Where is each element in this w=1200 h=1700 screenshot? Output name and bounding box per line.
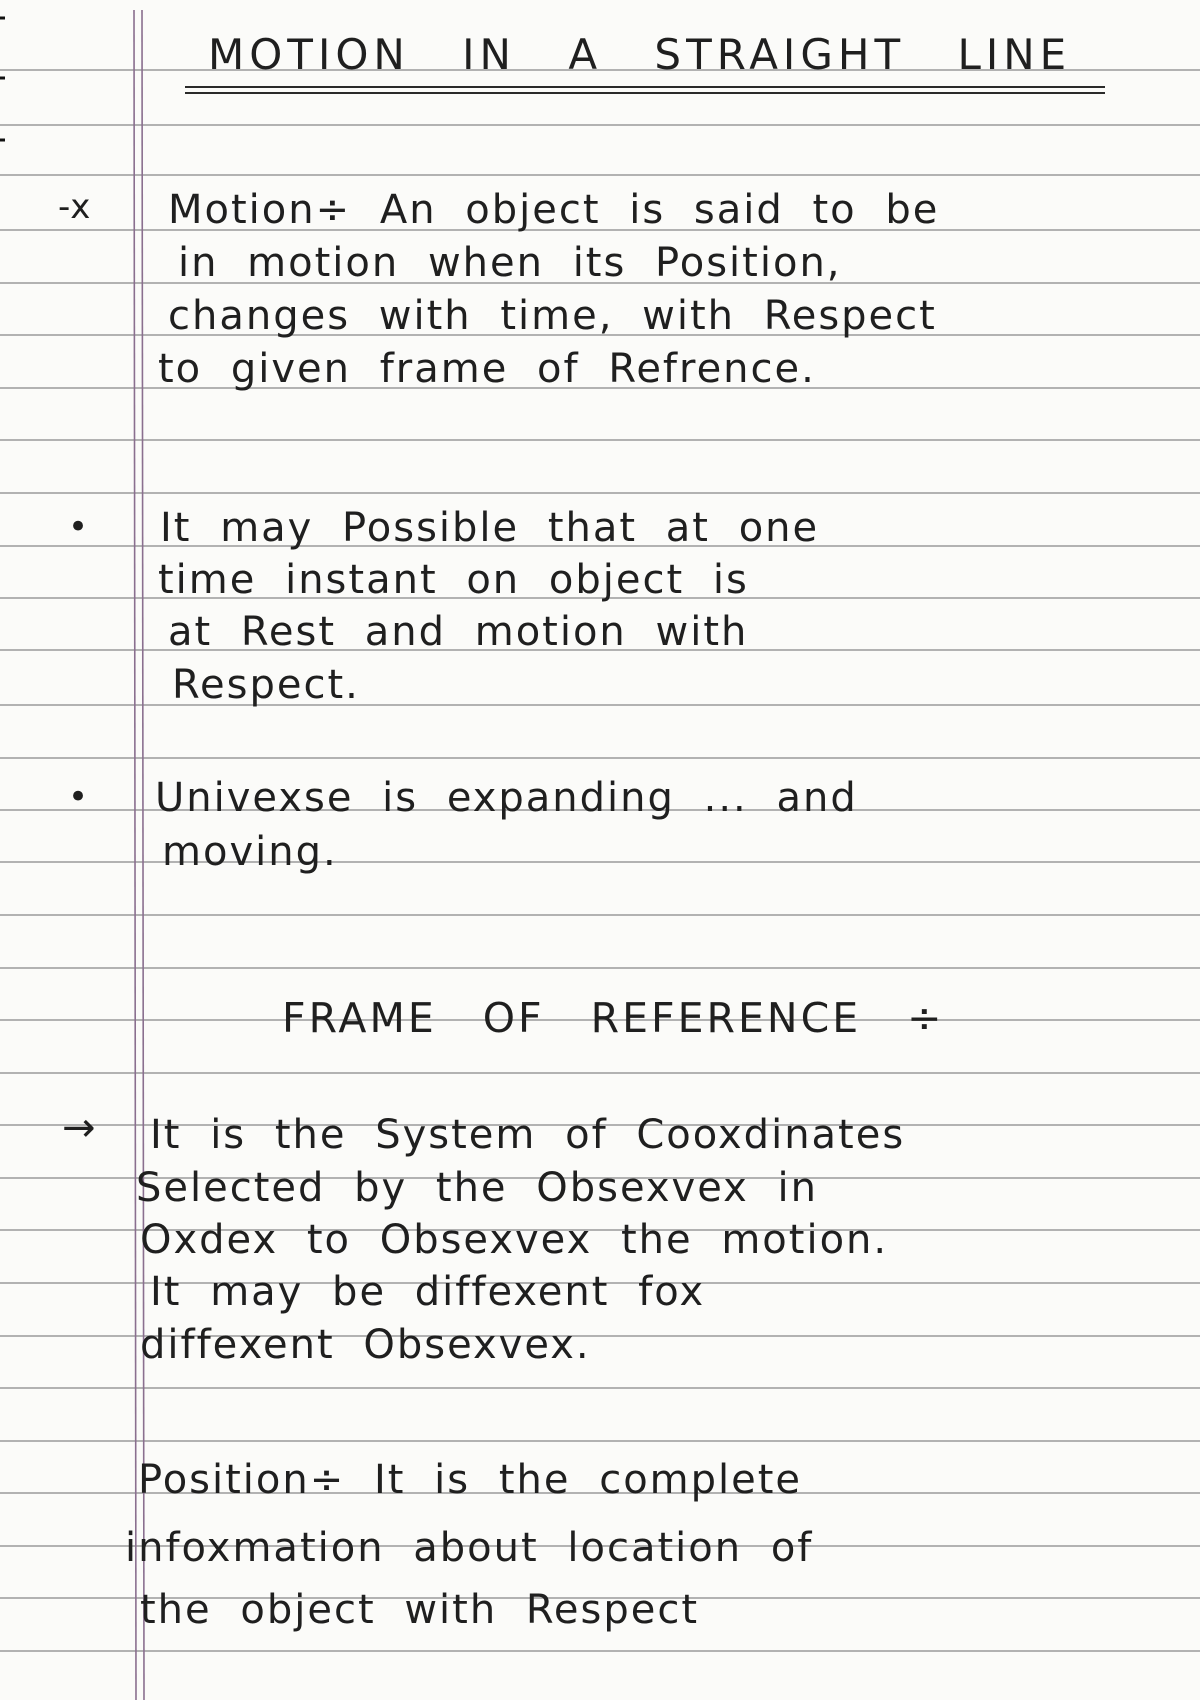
motion-line-3: changes with time, with Respect	[168, 293, 937, 339]
bullet-marker: •	[68, 507, 89, 547]
motion-line-4: to given frame of Refrence.	[158, 346, 816, 392]
title-underline-1	[185, 86, 1105, 88]
title-underline-2	[185, 92, 1105, 94]
frame-line-2: Selected by the Obsexvex in	[136, 1165, 818, 1211]
motion-line-2: in motion when its Position,	[178, 240, 842, 286]
bullet-1-line-4: Respect.	[172, 662, 360, 708]
page-title: MOTION IN A STRAIGHT LINE	[208, 30, 1072, 79]
margin-lines	[134, 10, 144, 1700]
bullet-1-line-3: at Rest and motion with	[168, 609, 749, 655]
frame-line-1: It is the System of Cooxdinates	[150, 1112, 906, 1158]
binding-ticks	[0, 18, 5, 140]
frame-line-3: Oxdex to Obsexvex the motion.	[140, 1217, 889, 1263]
position-line-2: infoxmation about location of	[125, 1525, 814, 1571]
frame-line-5: diffexent Obsexvex.	[140, 1322, 591, 1368]
star-marker: -x	[58, 187, 91, 227]
frame-heading: FRAME OF REFERENCE ÷	[282, 994, 945, 1042]
bullet-2-line-1: Univexse is expanding ... and	[155, 775, 858, 821]
bullet-marker: •	[68, 777, 89, 817]
motion-line-1: Motion÷ An object is said to be	[168, 187, 940, 233]
margin-line	[142, 10, 144, 1700]
frame-line-4: It may be diffexent fox	[150, 1269, 706, 1315]
position-line-1: Position÷ It is the complete	[138, 1457, 803, 1503]
arrow-marker: →	[62, 1105, 96, 1151]
bullet-1-line-1: It may Possible that at one	[160, 505, 820, 551]
bullet-2-line-2: moving.	[162, 829, 338, 875]
bullet-1-line-2: time instant on object is	[158, 557, 749, 603]
position-line-3: the object with Respect	[140, 1587, 700, 1633]
margin-line	[134, 10, 136, 1700]
